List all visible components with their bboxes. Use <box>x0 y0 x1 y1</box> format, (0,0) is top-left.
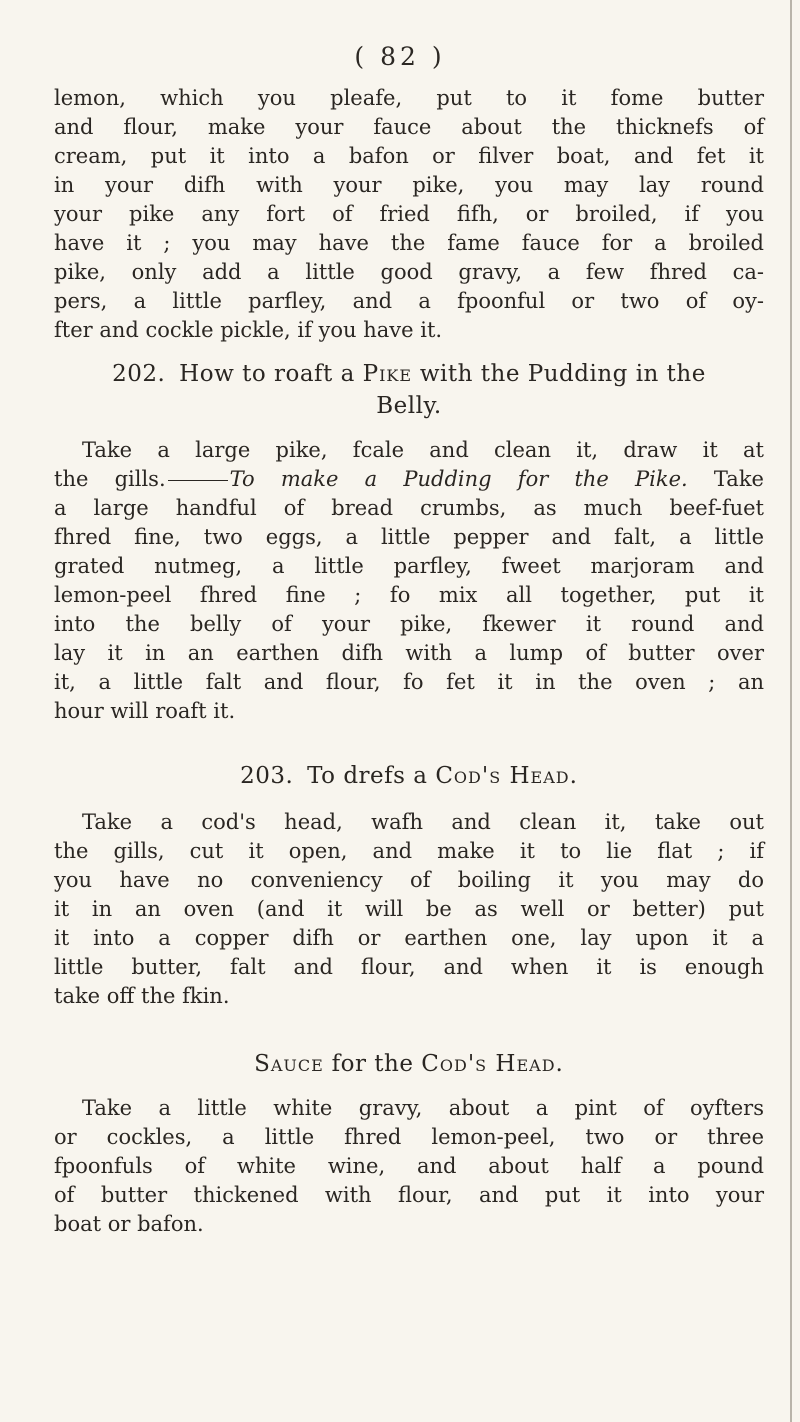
text-line: it in an oven (and it will be as well or better) put <box>54 897 764 921</box>
heading-caps: Cod's Head. <box>435 763 578 789</box>
text-line: Take a little white gravy, about a pint of oyfters <box>82 1096 764 1120</box>
text-line: into the belly of your pike, fkewer it round and <box>54 612 764 636</box>
text-line: lemon-peel fhred fine ; fo mix all together, put it <box>54 583 764 607</box>
text-line: or cockles, a little fhred lemon-peel, two or three <box>54 1125 764 1149</box>
heading-text: with the Pudding in the <box>419 361 706 387</box>
text-line: hour will roaft it. <box>54 699 236 723</box>
italic-subheading: To make a Pudding for the Pike. <box>229 467 688 491</box>
text-line: Take a cod's head, wafh and clean it, take out <box>82 810 764 834</box>
recipe-202-heading <box>54 358 764 422</box>
text-line: boat or bafon. <box>54 1212 204 1236</box>
text-line: you have no conveniency of boiling it you may do <box>54 868 764 892</box>
text-line: and flour, make your fauce about the thicknefs of <box>54 115 764 139</box>
text-fragment: the gills. <box>54 467 166 491</box>
heading-caps: Sauce <box>254 1051 324 1077</box>
text-line: have it ; you may have the fame fauce for a broiled <box>54 231 764 255</box>
text-line: take off the fkin. <box>54 984 230 1008</box>
text-line: fpoonfuls of white wine, and about half a pound <box>54 1154 764 1178</box>
text-line: lay it in an earthen difh with a lump of butter over <box>54 641 764 665</box>
text-line: your pike any fort of fried fifh, or broiled, if you <box>54 202 764 226</box>
heading-text: How to roaft a <box>179 361 355 387</box>
text-line: a large handful of bread crumbs, as much beef-fuet <box>54 496 764 520</box>
em-dash-rule <box>168 480 228 481</box>
recipe-number: 203. <box>240 763 294 789</box>
page-edge-divider <box>790 0 792 1422</box>
intro-paragraph <box>54 84 764 345</box>
text-line: grated nutmeg, a little parfley, fweet marjoram and <box>54 554 764 578</box>
text-line: Take a large pike, fcale and clean it, draw it at <box>82 438 764 462</box>
text-line: fhred fine, two eggs, a little pepper and falt, a little <box>54 525 764 549</box>
text-line: it into a copper difh or earthen one, lay upon it a <box>54 926 764 950</box>
recipe-number: 202. <box>112 361 166 387</box>
text-fragment: Take <box>713 467 764 491</box>
recipe-203-body <box>54 808 764 1011</box>
recipe-202-body <box>54 436 764 726</box>
text-line: fter and cockle pickle, if you have it. <box>54 318 443 342</box>
recipe-203-heading <box>54 760 764 792</box>
text-line-with-subheading <box>54 465 764 494</box>
sauce-heading <box>54 1048 764 1080</box>
heading-line-2: Belly. <box>376 393 442 419</box>
text-line: in your difh with your pike, you may lay round <box>54 173 764 197</box>
text-line: pike, only add a little good gravy, a few fhred ca- <box>54 260 764 284</box>
page-number: ( 82 ) <box>354 42 446 71</box>
heading-caps: Pike <box>362 361 413 387</box>
text-line: lemon, which you pleafe, put to it fome butter <box>54 86 764 110</box>
text-line: it, a little falt and flour, fo fet it in the oven ; an <box>54 670 764 694</box>
text-line: pers, a little parfley, and a fpoonful or two of oy- <box>54 289 764 313</box>
text-line: cream, put it into a bafon or filver boat, and fet it <box>54 144 764 168</box>
text-line: little butter, falt and flour, and when it is enough <box>54 955 764 979</box>
heading-text: for the <box>331 1051 414 1077</box>
text-line: the gills, cut it open, and make it to lie flat ; if <box>54 839 764 863</box>
sauce-body <box>54 1094 764 1239</box>
heading-caps: Cod's Head. <box>421 1051 564 1077</box>
text-line: of butter thickened with flour, and put it into your <box>54 1183 764 1207</box>
heading-text: To drefs a <box>307 763 428 789</box>
